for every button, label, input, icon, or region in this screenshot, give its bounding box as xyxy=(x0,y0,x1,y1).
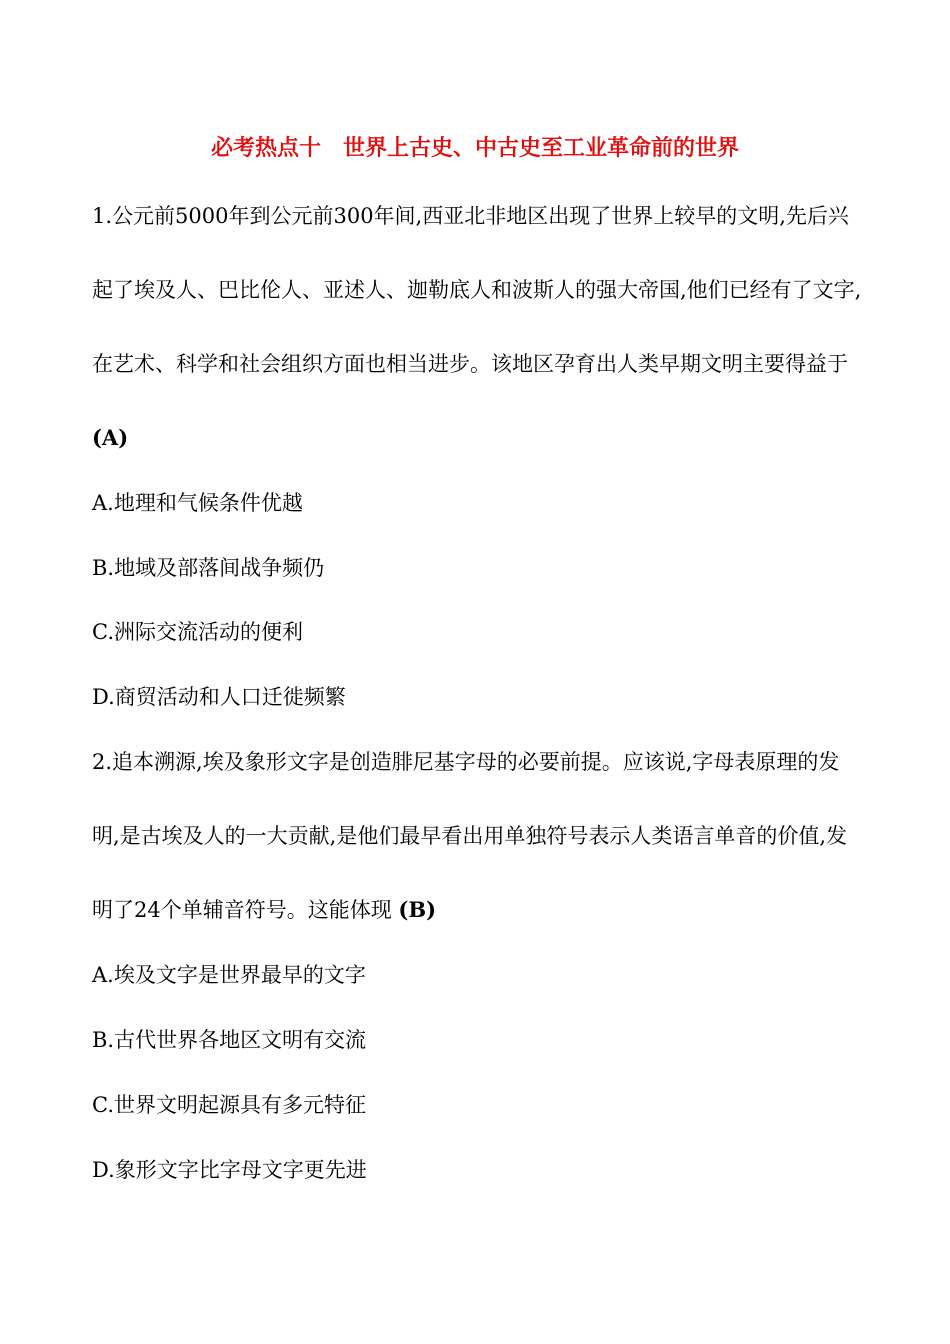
question-2-option-c: C.世界文明起源具有多元特征 xyxy=(92,1093,366,1117)
question-2-option-a: A.埃及文字是世界最早的文字 xyxy=(92,963,366,987)
question-1-option-c: C.洲际交流活动的便利 xyxy=(92,620,303,644)
question-2-stem xyxy=(92,725,862,947)
question-1-option-b: B.地域及部落间战争频仍 xyxy=(92,556,325,580)
question-2-option-b: B.古代世界各地区文明有交流 xyxy=(92,1028,367,1052)
question-2-option-d: D.象形文字比字母文字更先进 xyxy=(92,1158,367,1182)
question-1-answer: (A) xyxy=(92,425,129,450)
question-2-text: 2.追本溯源,埃及象形文字是创造腓尼基字母的必要前提。应该说,字母表原理的发明,是古埃及人的一大贡献,是他们最早看出用单独符号表示人类语言单音的价值,发明了24个单辅音符号。这能体现 xyxy=(92,750,848,922)
question-1-stem xyxy=(92,179,862,475)
question-1-option-d: D.商贸活动和人口迁徙频繁 xyxy=(92,685,346,709)
question-2-answer: (B) xyxy=(398,897,437,922)
page-title: 必考热点十 世界上古史、中古史至工业革命前的世界 xyxy=(210,136,739,161)
question-1-option-a: A.地理和气候条件优越 xyxy=(92,491,303,515)
question-1-text: 1.公元前5000年到公元前300年间,西亚北非地区出现了世界上较早的文明,先后兴起了埃及人、巴比伦人、亚述人、迦勒底人和波斯人的强大帝国,他们已经有了文字,在艺术、科学和社会组织方面也相当进步。该地区孕育出人类早期文明主要得益于 xyxy=(92,204,862,376)
